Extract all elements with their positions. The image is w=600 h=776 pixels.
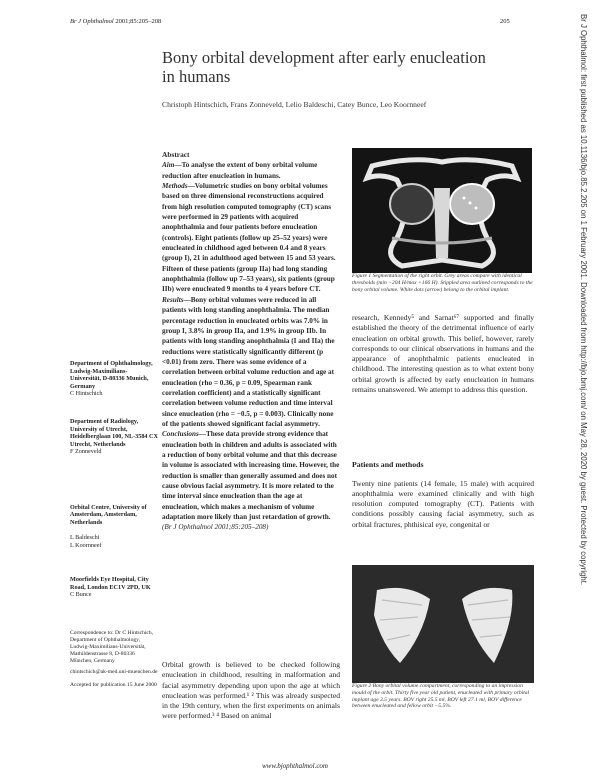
methods-text: —Volumetric studies on bony orbital volumes based on three dimensional reconstructions acquired from high resolution computed tomography (CT) scans were performed in 29 patients with acquired anophthalmia and four patients before enucleation (controls). Eight patients (follow up 25–52 years) were enucleated in childhood aged between 0.4 and 8 years (group I), 21 in adulthood aged between 15 and 53 years. Fifteen of these patients (group IIa) had long standing anophthalmia (follow up 7–53 years), six patients (group IIb) were enucleated 9 months to 4 years before CT. [162,182,336,294]
aim-label: Aim [162,161,175,170]
running-header [70,18,161,25]
intro-paragraph [162,660,340,722]
affiliation-2 [70,418,158,456]
volume-info: 2001;85:205–208 [115,18,162,25]
abstract-methods [162,181,340,295]
page-number: 205 [500,18,510,25]
ct-scan-image [352,148,532,273]
right-column-paragraph [352,313,534,395]
results-label: Results [162,295,184,304]
journal-name: Br J Ophthalmol [70,18,114,25]
affiliation-people: F Zonneveld [70,448,102,456]
affiliation-people: C Bunce [70,591,92,599]
abstract [162,150,340,533]
abstract-conclusions [162,429,340,522]
conclusions-text: —These data provide strong evidence that enucleation both in children and adults is associated with a reduction of bony orbital volume and that this decrease in volume is associated with increasing time. However, the reduction is smaller than generally assumed and does not cause obvious facial asymmetry. It is more related to the time interval since enucleation than the age at enucleation, which makes a mechanism of volume adaptation more likely than just retardation of growth. [162,430,340,522]
affiliation-institution: Orbital Centre, University of Amsterdam, Amsterdam, Netherlands [70,503,147,526]
intro-text: Orbital growth is believed to be checked following enucleation in childhood, resulting in malformation and facial asymmetry depending upon upon the age at which enucleation was performed.¹ ² This was already suspected in the 19th century, when the first experiments on animals were performed.³ ⁴ Based on animal [162,660,340,721]
figure-1-caption: Figure 1 Segmentation of the right orbit. Grey areas compare with identical thresholds (min −204 H/max +166 H). Stippled area outlined corresponds to the bony orbital volume. White dots (arrow) belong to the orbital implant. [352,273,533,293]
orbit-mould-image [352,565,534,683]
accepted-date: Accepted for publication 15 June 2000 [70,682,157,688]
methods-paragraph-text: Twenty nine patients (14 female, 15 male) with acquired anophthalmia were examined clinically and with high resolution computed tomography (CT). Patients with conditions possibly causing facial asymmetry, such as orbital fractures, phthisical eye, congenital or [352,478,534,529]
abstract-heading: Abstract [162,150,190,159]
figure-1-ct-scan [352,148,532,273]
right-column-text: research, Kennedy⁵ and Sarnat⁶⁷ supported and finally established the theory of the detrimental influence of early enucleation on orbital growth. This belief, however, rarely corresponds to our clinical observations in humans and the appearance of anophthalmic patients enucleated in childhood. The interesting question as to what extent bony orbital growth is affected by early enucleation in humans remains unanswered. We attempt to address this question. [352,313,534,395]
author-list: Christoph Hintschich, Frans Zonneveld, Lelio Baldeschi, Catey Bunce, Leo Koornneef [162,100,427,109]
figure-2-orbit-mould [352,565,534,683]
affiliation-institution: Department of Radiology, University of Utrecht, Heidelberglaan 100, NL-3584 CX Utrecht, Netherlands [70,418,158,448]
affiliation-institution: Moorfields Eye Hospital, City Road, London EC1V 2PD, UK [70,576,151,591]
results-text: —Bony orbital volumes were reduced in all patients with long standing anophthalmia. The median percentage reduction in enucleated orbits was 7.0% in group I, 3.8% in group IIa, and 1.9% in group IIb. In patients with long standing anophthalmia (I and IIa) the reductions were statistically significantly different (p <0.01) from zero. There was some evidence of a correlation between orbital volume reduction and age at enucleation (rho = 0.36, p = 0.09, Spearman rank correlation coefficient) and a statistically significant correlation between volume reduction and time interval since enucleation (rho = −0.5, p = 0.003). Clinically none of the patients showed significant facial asymmetry. [162,295,335,428]
correspondence-text: Correspondence to: Dr C Hintschich, Department of Ophthalmology, Ludwig-Maximilians-Universität, Mathildenstrasse 8, D-80336 München, Germany [70,630,154,664]
affiliation-3 [70,496,158,557]
vertical-copyright-note: Br J Ophthalmol: first published as 10.1136/bjo.85.2.205 on 1 February 2001. Downloaded from http://bjo.bmj.com/ on May 28, 2020 by guest. Protected by copyright. [579,14,588,586]
abstract-results [162,295,340,429]
affiliation-1 [70,360,158,398]
affiliation-institution: Department of Ophthalmology, Ludwig-Maximilians-Universität, D-80336 Munich, Germany [70,360,153,390]
article-title: Bony orbital development after early enucleation in humans [162,48,486,86]
conclusions-label: Conclusions [162,430,199,439]
correspondence [70,630,158,689]
footer-url[interactable]: www.bjophthalmol.com [262,762,328,770]
methods-paragraph [352,471,534,538]
abstract-aim [162,160,340,181]
affiliation-4 [70,576,158,599]
affiliation-people: L Baldeschi L Koornneef [70,533,102,549]
abstract-citation: (Br J Ophthalmol 2001;85:205–208) [162,523,269,532]
correspondence-email[interactable]: chintschich@ak-med.uni-muenchen.de [70,669,158,675]
aim-text: —To analyse the extent of bony orbital volume reduction after enucleation in humans. [162,161,318,180]
affiliation-people: C Hintschich [70,390,103,398]
methods-label: Methods [162,182,188,191]
section-heading: Patients and methods [352,460,424,469]
figure-2-caption: Figure 2 Bony orbital volume compartment, corresponding to an impression mould of the orbit. Thirty five year old patient, enucleated with primary orbital implant age 3.5 years. BOV right 25.5 ml, BOV left 27.1 ml, BOV difference between enucleated and fellow orbit −5.5%. [352,683,530,710]
